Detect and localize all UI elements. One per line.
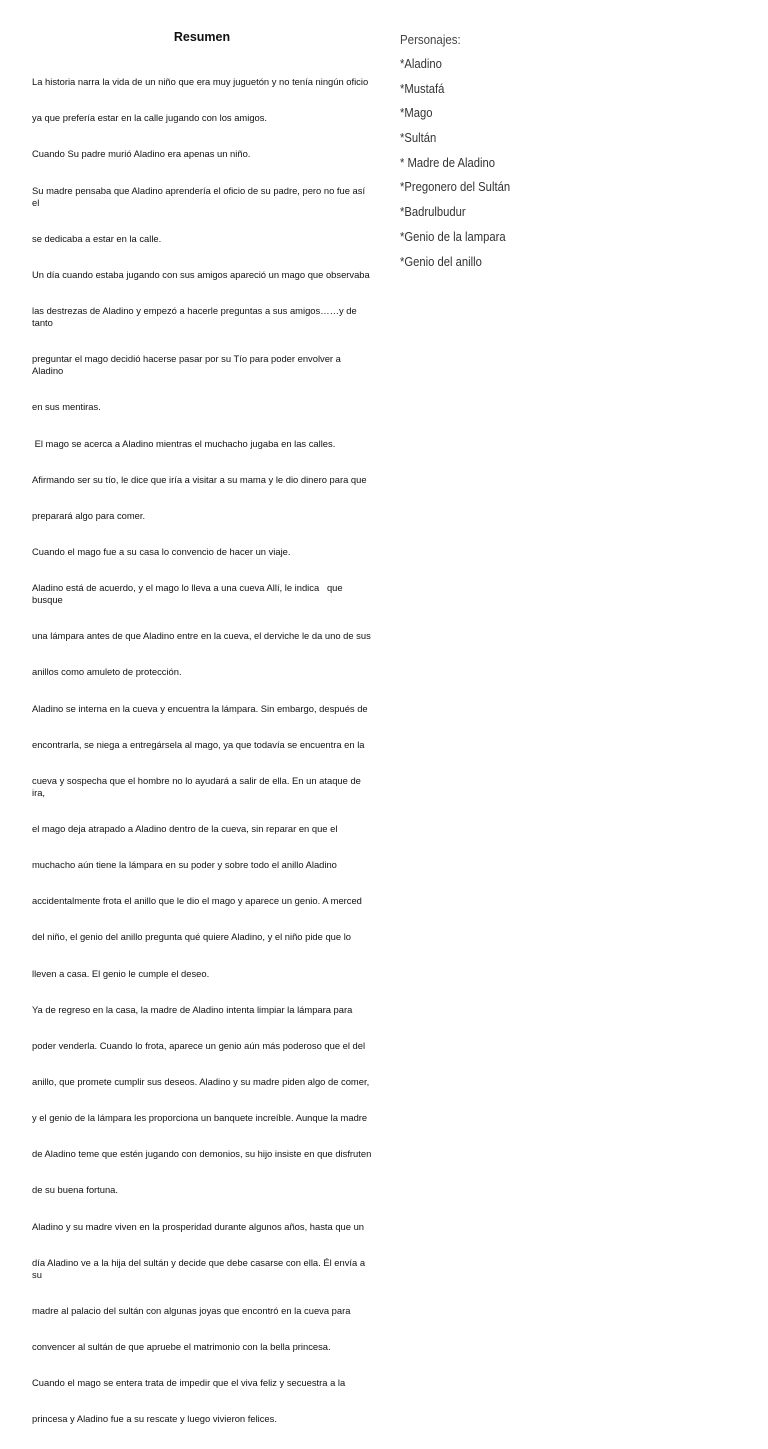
summary-line: ya que prefería estar en la calle jugando con los amigos. [32,112,268,124]
summary-section [32,30,372,1449]
summary-line: Aladino y su madre viven en la prosperidad durante algunos años, hasta que un [32,1220,364,1232]
character-item: *Mustafá [400,81,445,96]
character-item: *Mago [400,106,433,121]
summary-line: y el genio de la lámpara les proporciona un banquete increíble. Aunque la madre [32,1112,368,1124]
summary-line: Afirmando ser su tío, le dice que iría a visitar a su mama y le dio dinero para que [32,473,367,485]
summary-line: poder venderla. Cuando lo frota, aparece un genio aún más poderoso que el del [32,1039,366,1051]
characters-section [400,33,700,279]
summary-line: encontrarla, se niega a entregársela al mago, ya que todavía se encuentra en la [32,738,365,750]
summary-line: se dedicaba a estar en la calle. [32,232,162,244]
character-item: *Badrulbudur [400,205,466,220]
summary-line: de su buena fortuna. [32,1184,119,1196]
summary-line: Aladino se interna en la cueva y encuentra la lámpara. Sin embargo, después de [32,702,368,714]
summary-line: princesa y Aladino fue a su rescate y luego vivieron felices. [32,1413,277,1425]
summary-line: accidentalmente frota el anillo que le dio el mago y aparece un genio. A merced [32,895,362,907]
summary-line: una lámpara antes de que Aladino entre en la cueva, el derviche le da uno de sus [32,630,371,642]
character-item: *Sultán [400,131,437,146]
summary-line: Cuando Su padre murió Aladino era apenas un niño. [32,148,251,160]
characters-title: Personajes: [400,33,461,47]
summary-line: preparará algo para comer. [32,509,146,521]
character-item: * Madre de Aladino [400,155,496,170]
characters-list [400,57,700,279]
summary-line: de Aladino teme que estén jugando con demonios, su hijo insiste en que disfruten [32,1148,372,1160]
summary-line: día Aladino ve a la hija del sultán y decide que debe casarse con ella. Él envía a su [32,1256,368,1280]
character-item: *Genio de la lampara [400,229,506,244]
summary-line: en sus mentiras. [32,401,101,413]
summary-line: madre al palacio del sultán con algunas joyas que encontró en la cueva para [32,1304,351,1316]
summary-line: Ya de regreso en la casa, la madre de Aladino intenta limpiar la lámpara para [32,1003,353,1015]
character-item: *Genio del anillo [400,254,482,269]
summary-line: el mago deja atrapado a Aladino dentro de la cueva, sin reparar en que el [32,823,338,834]
summary-line: Cuando el mago se entera trata de impedir que el viva feliz y secuestra a la [32,1377,346,1389]
summary-line: La historia narra la vida de un niño que era muy juguetón y no tenía ningún oficio [32,76,369,88]
summary-line: preguntar el mago decidió hacerse pasar por su Tío para poder envolver a Aladino [32,353,343,377]
character-item: *Aladino [400,57,442,71]
summary-line: Aladino está de acuerdo, y el mago lo lleva a una cueva Allí, le indica que busque [32,582,346,606]
summary-line: Su madre pensaba que Aladino aprendería el oficio de su padre, pero no fue así el [32,184,368,208]
summary-line: muchacho aún tiene la lámpara en su poder y sobre todo el anillo Aladino [32,859,337,871]
summary-line: anillo, que promete cumplir sus deseos. Aladino y su madre piden algo de comer, [32,1075,370,1087]
summary-line: Cuando el mago fue a su casa lo convencio de hacer un viaje. [32,545,291,557]
summary-line: El mago se acerca a Aladino mientras el muchacho jugaba en las calles. [32,437,336,449]
character-item: *Pregonero del Sultán [400,180,511,195]
summary-title: Resumen [173,30,231,44]
summary-line: del niño, el genio del anillo pregunta qué quiere Aladino, y el niño pide que lo [32,931,351,943]
summary-text [32,52,372,1449]
summary-line: las destrezas de Aladino y empezó a hacerle preguntas a sus amigos……y de tanto [32,304,360,329]
summary-line: convencer al sultán de que apruebe el matrimonio con la bella princesa. [32,1341,331,1353]
summary-line: anillos como amuleto de protección. [32,666,182,678]
summary-line: Un día cuando estaba jugando con sus amigos apareció un mago que observaba [32,268,370,280]
summary-line: lleven a casa. El genio le cumple el deseo. [32,967,210,979]
summary-line: cueva y sospecha que el hombre no lo ayudará a salir de ella. En un ataque de ira, [32,774,364,798]
